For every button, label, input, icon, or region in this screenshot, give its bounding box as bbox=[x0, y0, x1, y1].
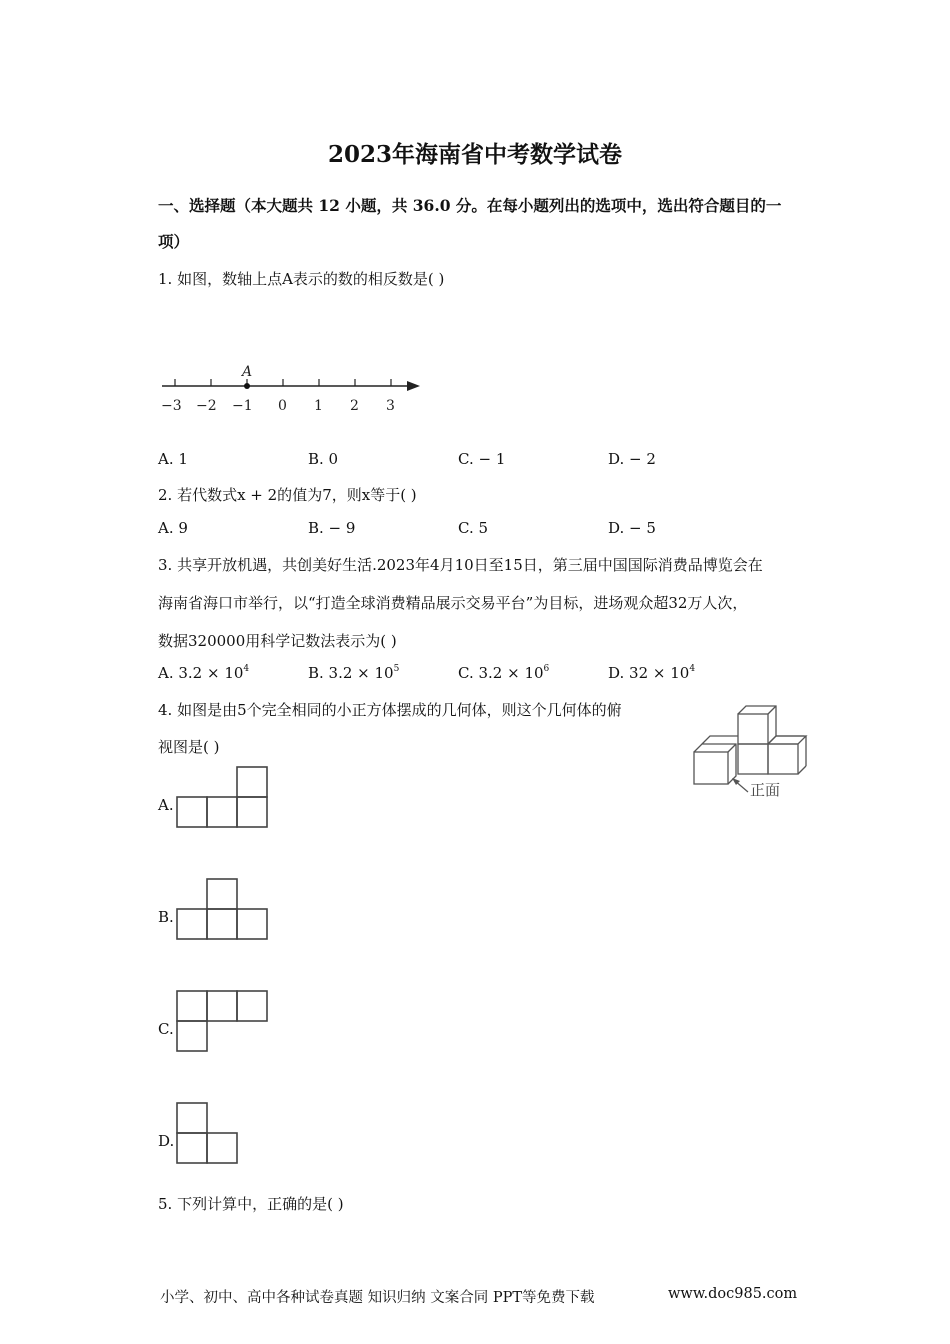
q4-option-c-figure[interactable] bbox=[176, 990, 270, 1054]
q1-option-a[interactable]: A. 1 bbox=[158, 450, 188, 468]
q1-option-d[interactable]: D. − 2 bbox=[608, 450, 656, 468]
q4-option-d-figure[interactable] bbox=[176, 1102, 270, 1166]
front-label: 正面 bbox=[750, 781, 781, 799]
q1-option-c[interactable]: C. − 1 bbox=[458, 450, 506, 468]
page-title: 2023年海南省中考数学试卷 bbox=[327, 141, 622, 168]
tick-label: 0 bbox=[278, 398, 287, 414]
q2-option-a[interactable]: A. 9 bbox=[158, 519, 188, 537]
footer-link[interactable]: www.doc985.com bbox=[668, 1286, 798, 1302]
section-heading: 一、选择题（本大题共 12 小题，共 36.0 分。在每小题列出的选项中，选出符合题目的一 bbox=[158, 196, 782, 215]
q3-option-c[interactable]: C. $3.2 \times 10^6$ bbox=[458, 664, 550, 682]
q4-option-b-label[interactable]: B. bbox=[158, 908, 174, 926]
footer-text: 小学、初中、高中各种试卷真题 知识归纳 文案合同 PPT等免费下载 bbox=[160, 1290, 595, 1306]
q4-option-b-figure[interactable] bbox=[176, 878, 270, 942]
q3-option-b[interactable]: B. $3.2 \times 10^5$ bbox=[308, 664, 400, 682]
tick-label: 3 bbox=[386, 398, 395, 414]
cube-geometry-figure bbox=[690, 700, 820, 805]
q4-option-a-label[interactable]: A. bbox=[158, 796, 174, 814]
question-3-line1: 3. 共享开放机遇，共创美好生活.2023年4月10日至15日，第三届中国国际消费品博览会在 bbox=[158, 556, 763, 574]
q4-option-d-label[interactable]: D. bbox=[158, 1132, 175, 1150]
section-heading-cont: 项） bbox=[158, 232, 190, 251]
q4-option-a-figure[interactable] bbox=[176, 766, 270, 830]
tick-label: −3 bbox=[161, 398, 182, 414]
question-5: 5. 下列计算中，正确的是( ) bbox=[158, 1195, 344, 1213]
q2-option-d[interactable]: D. − 5 bbox=[608, 519, 656, 537]
question-4-line1: 4. 如图是由5个完全相同的小正方体摆成的几何体，则这个几何体的俯 bbox=[158, 701, 622, 719]
q4-option-c-label[interactable]: C. bbox=[158, 1020, 174, 1038]
question-3-line2: 海南省海口市举行，以“打造全球消费精品展示交易平台”为目标，进场观众超32万人次， bbox=[158, 594, 748, 612]
point-a bbox=[244, 383, 250, 389]
q3-option-a[interactable]: A. $3.2 \times 10^4$ bbox=[158, 664, 250, 682]
number-line-figure bbox=[158, 362, 428, 417]
point-a-label: A bbox=[242, 364, 253, 380]
tick-label: 2 bbox=[350, 398, 359, 414]
question-1: 1. 如图，数轴上点A表示的数的相反数是( ) bbox=[158, 270, 445, 288]
q1-option-b[interactable]: B. 0 bbox=[308, 450, 339, 468]
question-4-line2: 视图是( ) bbox=[158, 738, 220, 756]
q2-option-b[interactable]: B. − 9 bbox=[308, 519, 356, 537]
q3-option-d[interactable]: D. $32 \times 10^4$ bbox=[608, 664, 696, 682]
tick-label: 1 bbox=[314, 398, 323, 414]
question-3-line3: 数据320000用科学记数法表示为( ) bbox=[158, 632, 397, 650]
question-2: 2. 若代数式x + 2的值为7，则x等于( ) bbox=[158, 486, 417, 504]
q2-option-c[interactable]: C. 5 bbox=[458, 519, 489, 537]
tick-label: −1 bbox=[232, 398, 253, 414]
tick-label: −2 bbox=[196, 398, 217, 414]
